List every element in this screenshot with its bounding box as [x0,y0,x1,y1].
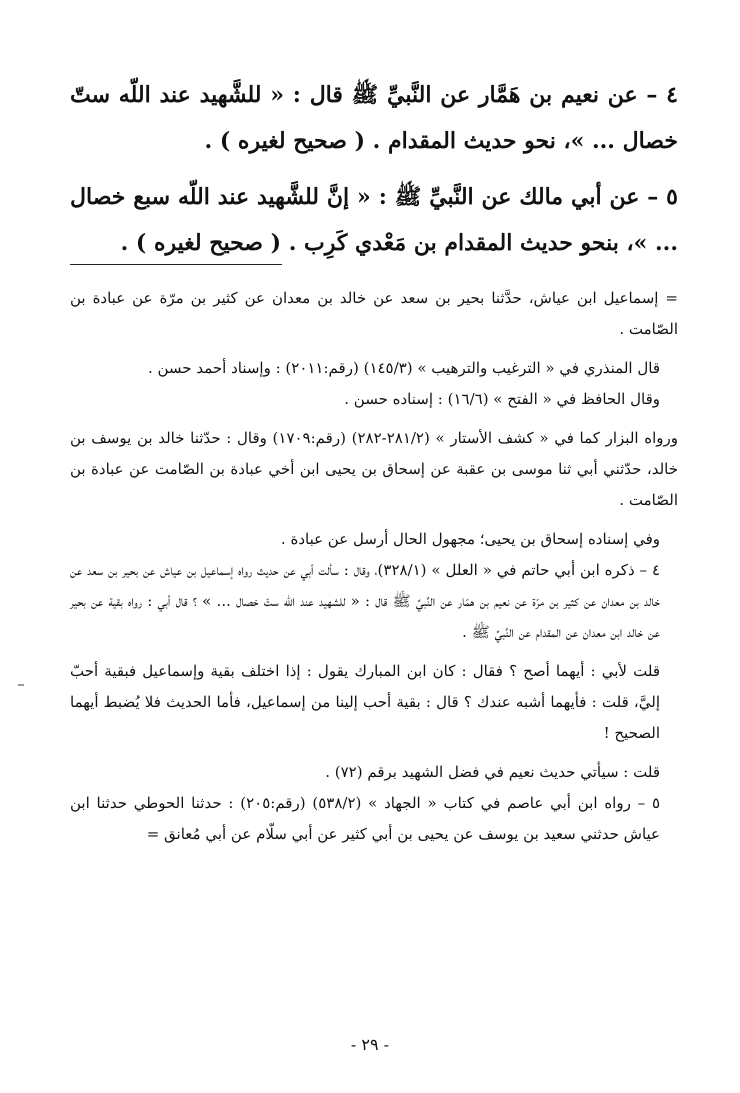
footnotes [70,283,678,850]
footnote-paragraph: قلت لأبي : أيهما أصح ؟ فقال : كان ابن المبارك يقول : إذا اختلف بقية وإسماعيل فبقية أحبّ إليَّ، قلت : فأيهما أشبه عندك ؟ قال : بقية أحب إلينا من إسماعيل، فأما الحديث فلا يُضبط أيهما الصحيح ! [70,662,660,742]
hadith-section [70,72,678,266]
footnote-paragraph: قلت : سيأتي حديث نعيم في فضل الشهيد برقم (٧٢) . [325,763,660,781]
margin-mark [18,684,24,686]
footnote-paragraph: ٥ – رواه ابن أبي عاصم في كتاب « الجهاد » (٥٣٨/٢) (رقم:٢٠٥) : حدثنا الحوطي حدثنا ابن عياش حدثني سعيد بن يوسف عن يحيى بن أبي كثير عن أبي سلّام عن أبي مُعانق = [70,794,660,843]
page-number: - ٢٩ - [350,1035,390,1054]
footnote-paragraph: وقال الحافظ في « الفتح » (١٦/٦) : إسناده حسن . [344,390,660,408]
footnote-paragraph: قال المنذري في « الترغيب والترهيب » (١٤٥/٣) (رقم:٢٠١١) : وإسناد أحمد حسن . [147,359,660,377]
hadith-grade: ( صحيح لغيره ) . [120,230,282,256]
footnote-paragraph: ورواه البزار كما في « كشف الأستار » (٢٨١/٢-٢٨٢) (رقم:١٧٠٩) وقال : حدّثنا خالد بن يوسف بن خالد، حدّثني أبي ثنا موسى بن عقبة عن إسحاق بن يحيى ابن أخي عبادة بن الصّامت عن عبادة بن الصّامت . [70,429,678,509]
footnote-paragraph: وفي إسناده إسحاق بن يحيى؛ مجهول الحال أرسل عن عبادة . [280,530,660,548]
hadith-4 [70,72,678,164]
hadith-grade: ( صحيح لغيره ) . [204,128,365,154]
hadith-number: ٥ [666,184,678,210]
footnote-paragraph: = إسماعيل ابن عياش، حدَّثنا بحير بن سعد عن خالد بن معدان عن كثير بن مرّة عن عبادة بن الصّامت . [70,289,678,338]
hadith-text: – عن نعيم بن هَمَّار عن النَّبيِّ ﷺ قال : « للشَّهيد عند اللّه ستّ خصال ... »، نحو حديث المقدام . [70,82,678,154]
hadith-number: ٤ [666,82,678,108]
footnote-paragraph: ٤ – ذكره ابن أبي حاتم في « العلل » (٣٢٨/١)، وقال : سألت أبي عن حديث رواه إسماعيل بن عياش عن بحير بن سعد عن خالد بن معدان عن كثير بن مرّة عن نعيم بن همّار عن النَّبيِّ ﷺ قال : « للشهيد عند اللّه ستّ خصال ... » ؟ قال أبي : رواه بقية عن بحير عن خالد ابن معدان عن المقدام عن النَّبيِّ ﷺ . [70,561,660,641]
hadith-text: – عن أبي مالك عن النَّبيِّ ﷺ : « إنَّ للشَّهيد عند اللّه سبع خصال ... »، بنحو حديث المقدام بن مَعْدي كَرِب . [70,184,678,256]
footnote-separator [70,264,282,265]
hadith-5 [70,174,678,266]
